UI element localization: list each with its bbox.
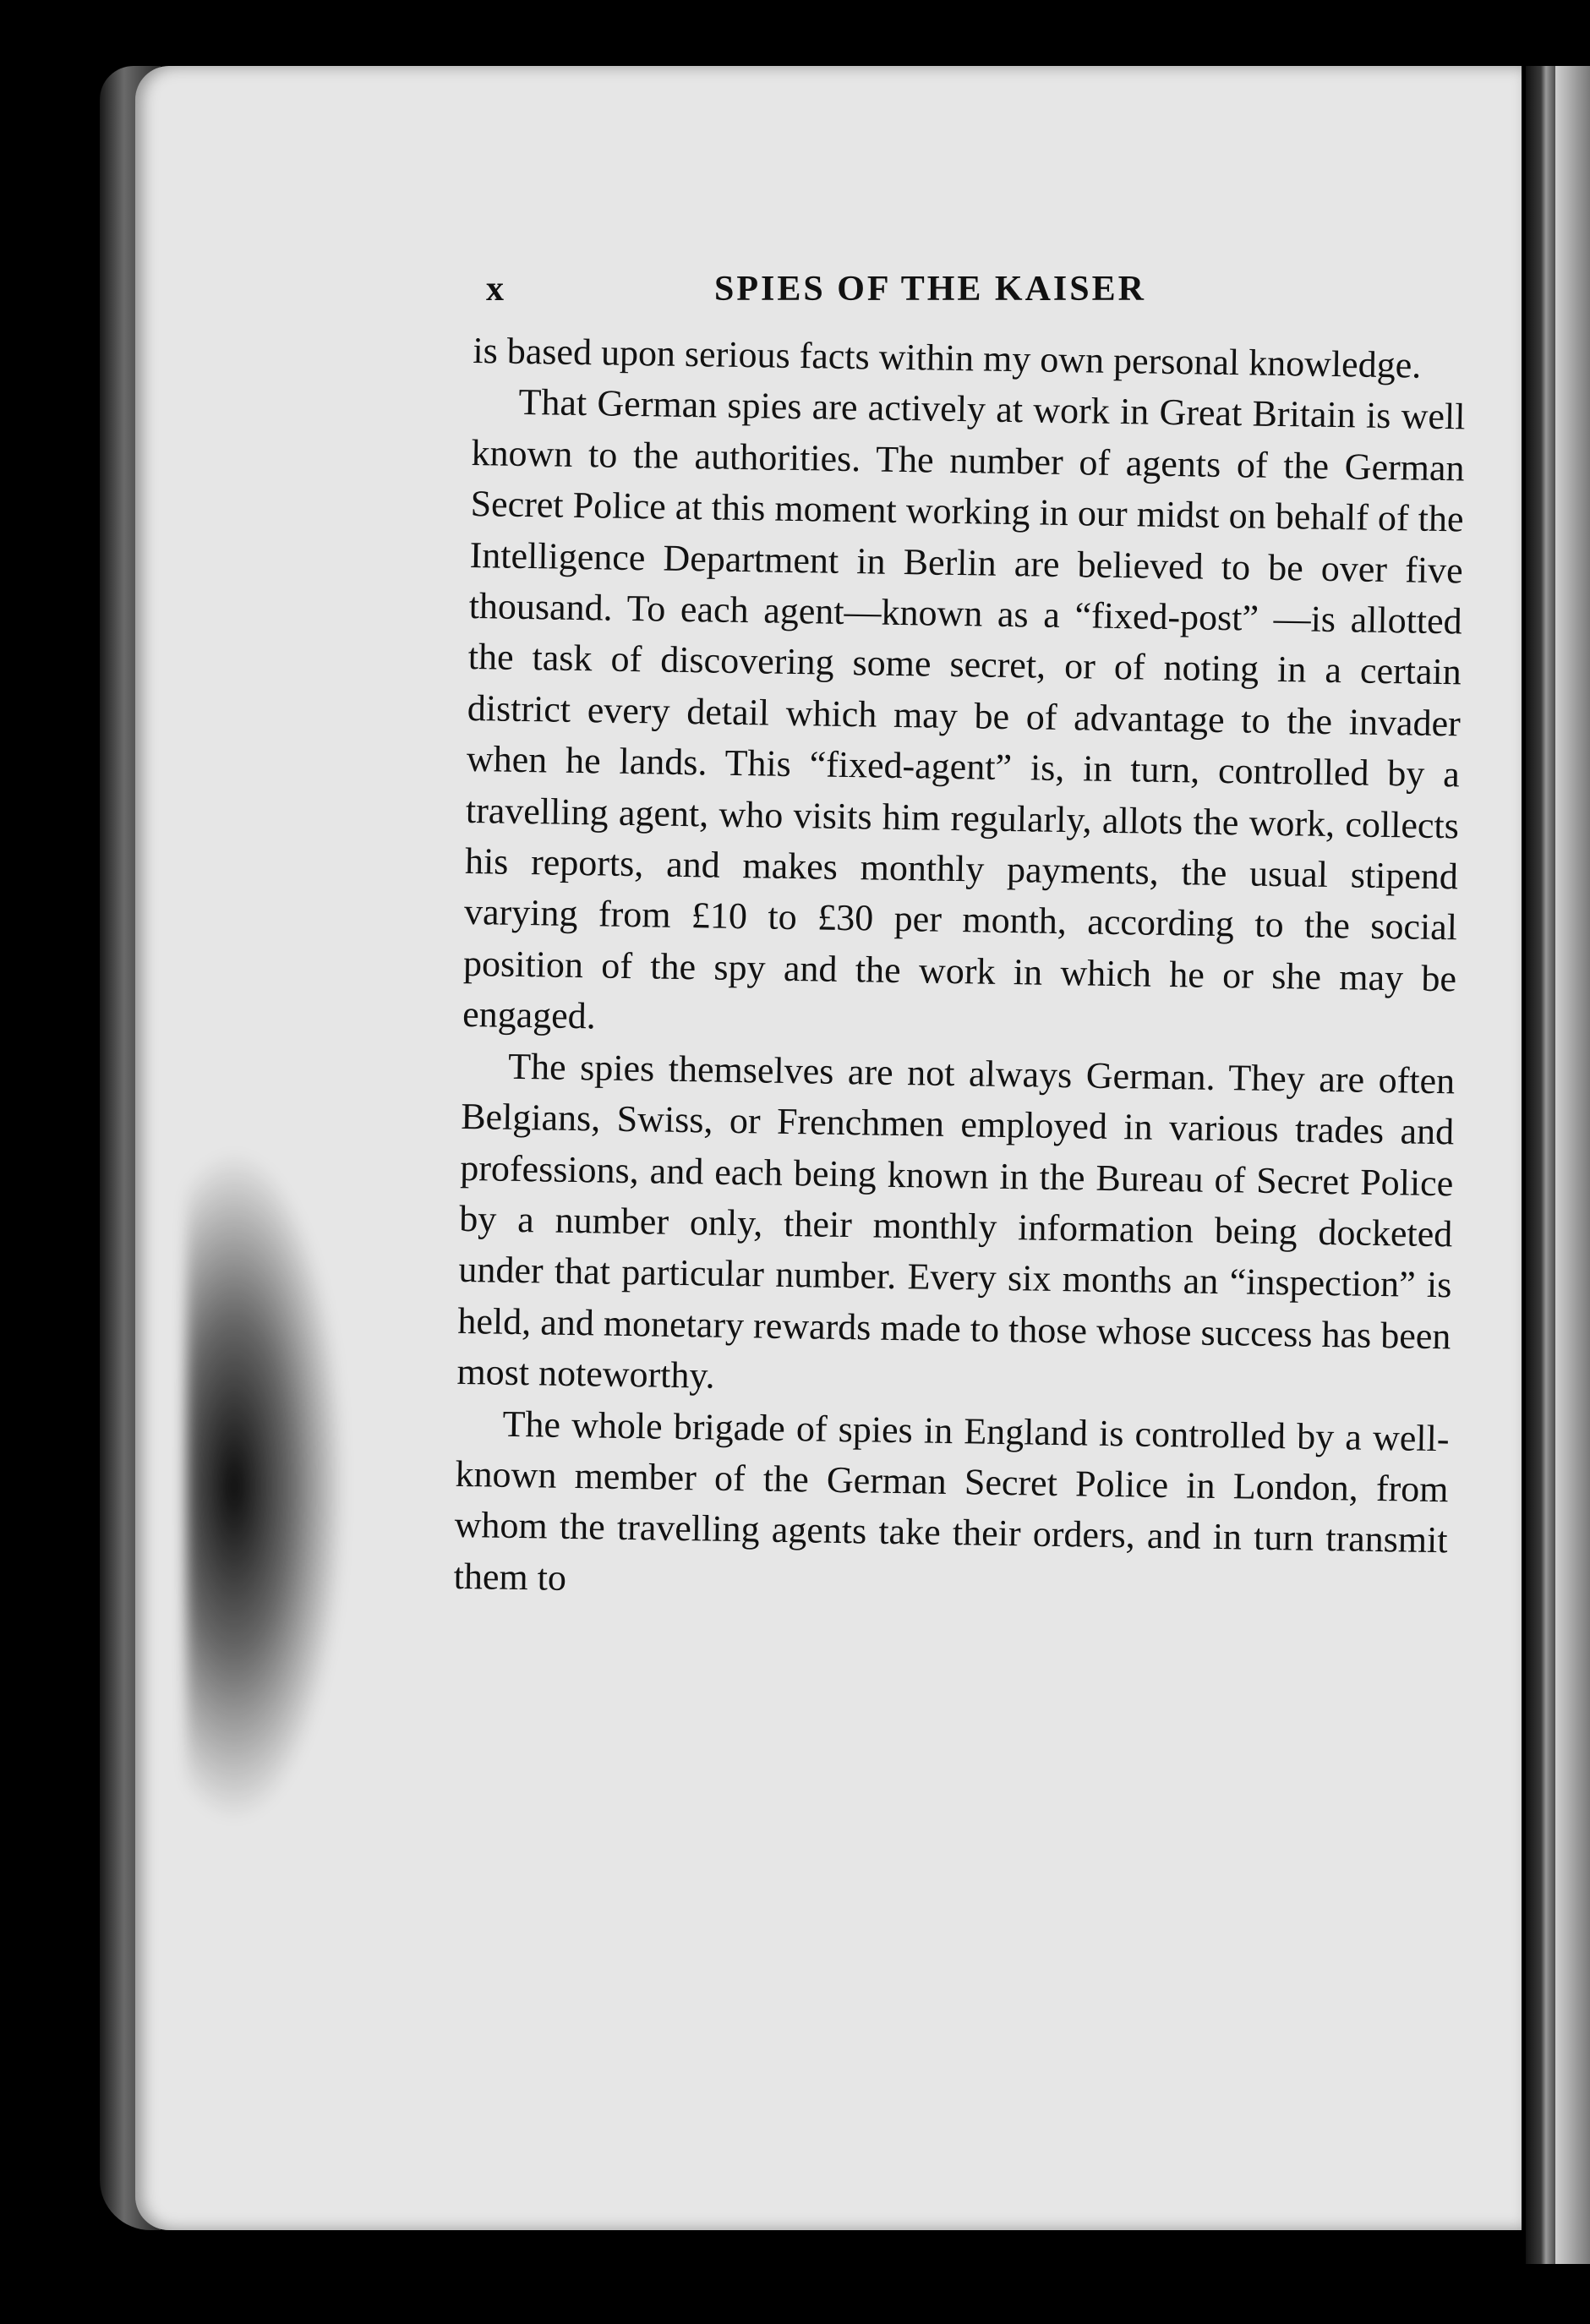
paragraph: The whole brigade of spies in England is controlled by a well-known member of the German Secret Police in London, from whom the travelling agents take their orders, and in turn transmit them to — [453, 1403, 1450, 1599]
body-text — [453, 325, 1467, 1617]
running-title: SPIES OF THE KAISER — [714, 270, 1146, 309]
page-header — [486, 269, 1517, 320]
paragraph: The spies themselves are not always German. They are often Belgians, Swiss, or Frenchmen employed in various trades and professions, and each being known in the Bureau of Secret Police by a number only, their monthly information being docketed under that particular number. Every six months an “inspection” is held, and monetary rewards made to those whose success has been most noteworthy. — [456, 1045, 1456, 1397]
page-number: x — [486, 270, 504, 309]
paragraph: is based upon serious facts within my own personal knowledge. — [473, 329, 1422, 386]
adjacent-page-edge — [1555, 66, 1590, 2264]
page-gutter-shadow — [1526, 66, 1560, 2264]
paragraph: That German spies are actively at work in Great Britain is well known to the authorities. The number of agents of the German Secret Police at this moment working in our midst on behalf of the Intelligence Department in Berlin are believed to be over five thousand. To each agent—known as a “fixed-post” —is allotted the task of discovering some secret, or of noting in a certain district every detail which may be of advantage to the invader when he lands. This “fixed-agent” is, in turn, controlled by a travelling agent, who visits him regularly, allots the work, collects his reports, and makes monthly payments, the usual stipend varying from £10 to £30 per month, according to the social position of the spy and the work in which he or she may be engaged. — [462, 381, 1466, 1037]
